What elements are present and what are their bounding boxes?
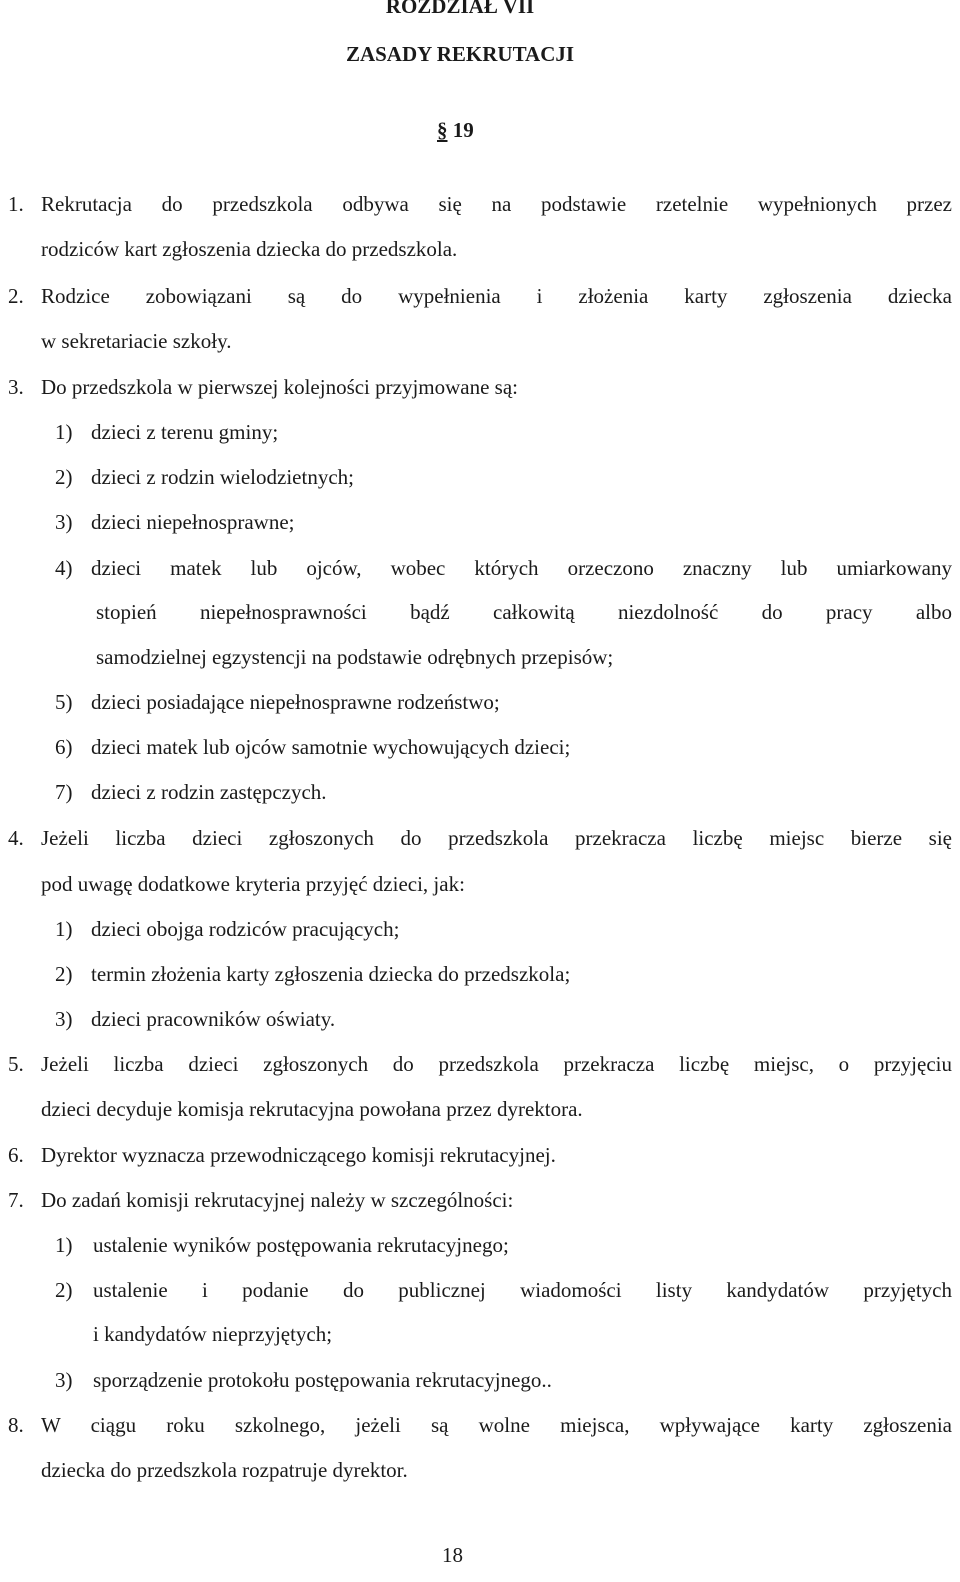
section-heading — [437, 118, 474, 143]
point-2-number: 2. — [8, 284, 24, 308]
chapter-heading: ROZDZIAŁ VII — [385, 0, 535, 18]
point-8-line-2: dziecka do przedszkola rozpatruje dyrektor. — [41, 1458, 408, 1482]
point-4-item-2-text: termin złożenia karty zgłoszenia dziecka do przedszkola; — [91, 962, 571, 986]
point-4-number: 4. — [8, 826, 24, 850]
point-2-line-2: w sekretariacie szkoły. — [41, 329, 232, 353]
chapter-title: ZASADY REKRUTACJI — [345, 42, 575, 66]
section-symbol: § — [437, 118, 448, 142]
point-7-item-2-line-2: i kandydatów nieprzyjętych; — [93, 1322, 333, 1346]
point-3-item-2-number: 2) — [55, 465, 73, 489]
point-3-item-3-text: dzieci niepełnosprawne; — [91, 510, 295, 534]
point-4-item-1-text: dzieci obojga rodziców pracujących; — [91, 917, 400, 941]
point-4-item-1-number: 1) — [55, 917, 73, 941]
point-3-item-2-text: dzieci z rodzin wielodzietnych; — [91, 465, 354, 489]
page-number: 18 — [442, 1543, 463, 1567]
point-4-item-3-text: dzieci pracowników oświaty. — [91, 1007, 336, 1031]
point-3-item-5-text: dzieci posiadające niepełnosprawne rodzeństwo; — [91, 690, 500, 714]
point-7-item-1-number: 1) — [55, 1233, 73, 1257]
point-1-number: 1. — [8, 192, 24, 216]
point-7-number: 7. — [8, 1188, 24, 1212]
point-3-item-3-number: 3) — [55, 510, 73, 534]
point-3-item-4-line-1: dzieci matek lub ojców, wobec których orzeczono znaczny lub umiarkowany — [91, 556, 952, 580]
point-7-item-3-text: sporządzenie protokołu postępowania rekrutacyjnego.. — [93, 1368, 552, 1392]
point-3-item-6-number: 6) — [55, 735, 73, 759]
point-3-item-1-number: 1) — [55, 420, 73, 444]
point-4-item-2-number: 2) — [55, 962, 73, 986]
point-6-line-1: Dyrektor wyznacza przewodniczącego komisji rekrutacyjnej. — [41, 1143, 556, 1167]
point-2-line-1: Rodzice zobowiązani są do wypełnienia i złożenia karty zgłoszenia dziecka — [41, 284, 952, 308]
point-7-line-1: Do zadań komisji rekrutacyjnej należy w szczególności: — [41, 1188, 514, 1212]
point-3-item-6-text: dzieci matek lub ojców samotnie wychowujących dzieci; — [91, 735, 571, 759]
point-7-item-3-number: 3) — [55, 1368, 73, 1392]
point-3-number: 3. — [8, 375, 24, 399]
point-8-number: 8. — [8, 1413, 24, 1437]
point-3-item-7-number: 7) — [55, 780, 73, 804]
point-1-line-2: rodziców kart zgłoszenia dziecka do przedszkola. — [41, 237, 458, 261]
point-4-item-3-number: 3) — [55, 1007, 73, 1031]
point-1-line-1: Rekrutacja do przedszkola odbywa się na podstawie rzetelnie wypełnionych przez — [41, 192, 952, 216]
point-8-line-1: W ciągu roku szkolnego, jeżeli są wolne miejsca, wpływające karty zgłoszenia — [41, 1413, 952, 1437]
point-3-item-7-text: dzieci z rodzin zastępczych. — [91, 780, 327, 804]
point-5-number: 5. — [8, 1052, 24, 1076]
point-3-item-4-line-3: samodzielnej egzystencji na podstawie odrębnych przepisów; — [96, 645, 614, 669]
point-4-line-2: pod uwagę dodatkowe kryteria przyjęć dzieci, jak: — [41, 872, 465, 896]
point-3-item-5-number: 5) — [55, 690, 73, 714]
point-7-item-1-text: ustalenie wyników postępowania rekrutacyjnego; — [93, 1233, 509, 1257]
point-3-item-4-number: 4) — [55, 556, 73, 580]
point-4-line-1: Jeżeli liczba dzieci zgłoszonych do przedszkola przekracza liczbę miejsc bierze się — [41, 826, 952, 850]
point-7-item-2-number: 2) — [55, 1278, 73, 1302]
point-3-item-4-line-2: stopień niepełnosprawności bądź całkowitą niezdolność do pracy albo — [96, 600, 952, 624]
point-3-line-1: Do przedszkola w pierwszej kolejności przyjmowane są: — [41, 375, 519, 399]
section-number: 19 — [452, 118, 474, 142]
point-3-item-1-text: dzieci z terenu gminy; — [91, 420, 279, 444]
point-7-item-2-line-1: ustalenie i podanie do publicznej wiadomości listy kandydatów przyjętych — [93, 1278, 952, 1302]
point-5-line-1: Jeżeli liczba dzieci zgłoszonych do przedszkola przekracza liczbę miejsc, o przyjęciu — [41, 1052, 952, 1076]
point-6-number: 6. — [8, 1143, 24, 1167]
point-5-line-2: dzieci decyduje komisja rekrutacyjna powołana przez dyrektora. — [41, 1097, 583, 1121]
